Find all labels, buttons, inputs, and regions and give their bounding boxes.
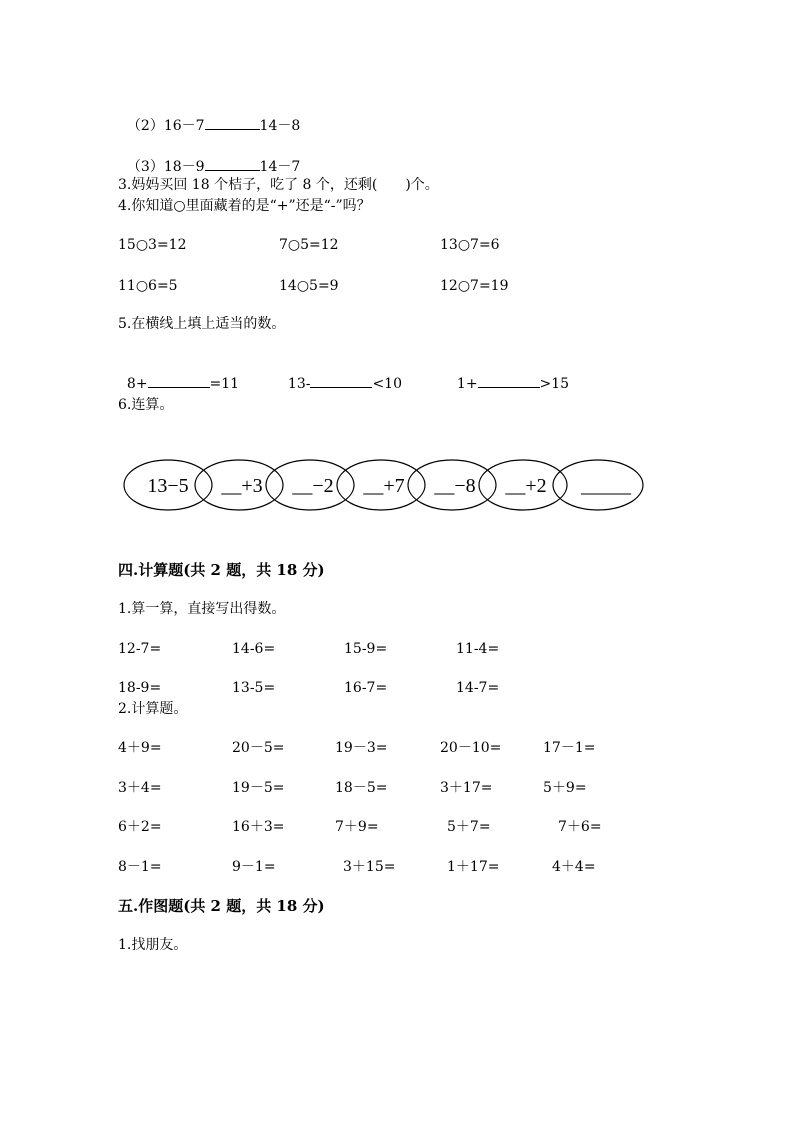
calc-item: 14-6= [232,641,276,657]
compare-item-3 [118,138,300,176]
calc-item: 16-7= [344,680,388,696]
calc-item: 7＋6= [558,819,602,835]
section-4-heading: 四.计算题(共 2 题，共 18 分) [118,561,325,579]
calc-item: 1＋17= [447,859,500,875]
calc-item: 8－1= [118,859,162,875]
q5-after: =11 [209,376,240,392]
q4-item: 12○7=19 [440,278,509,294]
calc-item: 17－1= [543,740,596,756]
calc-item: 12-7= [118,641,162,657]
calc-item: 14-7= [456,680,500,696]
calc-item: 5＋9= [543,780,587,796]
q5-item-2 [279,355,402,393]
chain-label[interactable]: __−8 [434,475,476,497]
calc-item: 20－5= [232,740,285,756]
question-5-title: 5.在横线上填上适当的数。 [118,316,286,332]
calc-item: 4＋9= [118,740,162,756]
chain-label: 13−5 [147,475,189,497]
question-4-title: 4.你知道○里面藏着的是“+”还是“-”吗？ [118,198,371,214]
question-3: 3.妈妈买回 18 个桔子，吃了 8 个，还剩( )个。 [118,177,439,193]
answer-blank[interactable] [205,115,260,130]
q4-item: 14○5=9 [279,278,339,294]
calc-item: 9－1= [232,859,276,875]
compare-left: （3）18－9 [126,159,205,175]
q5-before: 1+ [456,376,478,392]
calc-item: 4＋4= [552,859,596,875]
calc-item: 7＋9= [335,819,379,835]
chain-diagram [122,455,647,515]
calc-item: 3＋17= [440,780,493,796]
calc-item: 15-9= [344,641,388,657]
chain-label[interactable]: __+3 [221,475,263,497]
compare-right: 14－7 [259,159,301,175]
calc-item: 16＋3= [232,819,285,835]
compare-right: 14－8 [259,118,301,134]
q5-after: <10 [372,376,402,392]
answer-blank[interactable] [478,373,540,388]
answer-blank[interactable] [148,373,210,388]
compare-left: （2）16－7 [126,118,205,134]
chain-label[interactable]: __+2 [505,475,547,497]
q5-item-1 [118,355,239,393]
q5-item-3 [448,355,569,393]
question-6-title: 6.连算。 [118,397,174,413]
calc-item: 20－10= [440,740,502,756]
calc-item: 5＋7= [447,819,491,835]
calc-item: 3＋15= [343,859,396,875]
q4-item: 7○5=12 [279,237,339,253]
calc-item: 18－5= [335,780,388,796]
answer-blank[interactable] [205,156,260,171]
q4-item: 11○6=5 [118,278,178,294]
section-5-q1-title: 1.找朋友。 [118,937,188,953]
calc-item: 13-5= [232,680,276,696]
calc-item: 19－3= [335,740,388,756]
q4-item: 15○3=12 [118,237,187,253]
q5-before: 13- [287,376,311,392]
calc-item: 19－5= [232,780,285,796]
calc-item: 11-4= [456,641,500,657]
section-4-q1-title: 1.算一算，直接写出得数。 [118,601,286,617]
q5-before: 8+ [126,376,148,392]
calc-item: 3＋4= [118,780,162,796]
section-5-heading: 五.作图题(共 2 题，共 18 分) [118,897,325,915]
calc-item: 18-9= [118,680,162,696]
section-4-q2-title: 2.计算题。 [118,701,188,717]
calc-item: 6＋2= [118,819,162,835]
compare-item-2 [118,97,300,135]
chain-label[interactable]: __−2 [292,475,334,497]
q4-item: 13○7=6 [440,237,500,253]
q5-after: >15 [539,376,570,392]
chain-label[interactable]: __+7 [363,475,405,497]
answer-blank[interactable] [310,373,372,388]
chain-label[interactable]: _____ [581,475,631,497]
